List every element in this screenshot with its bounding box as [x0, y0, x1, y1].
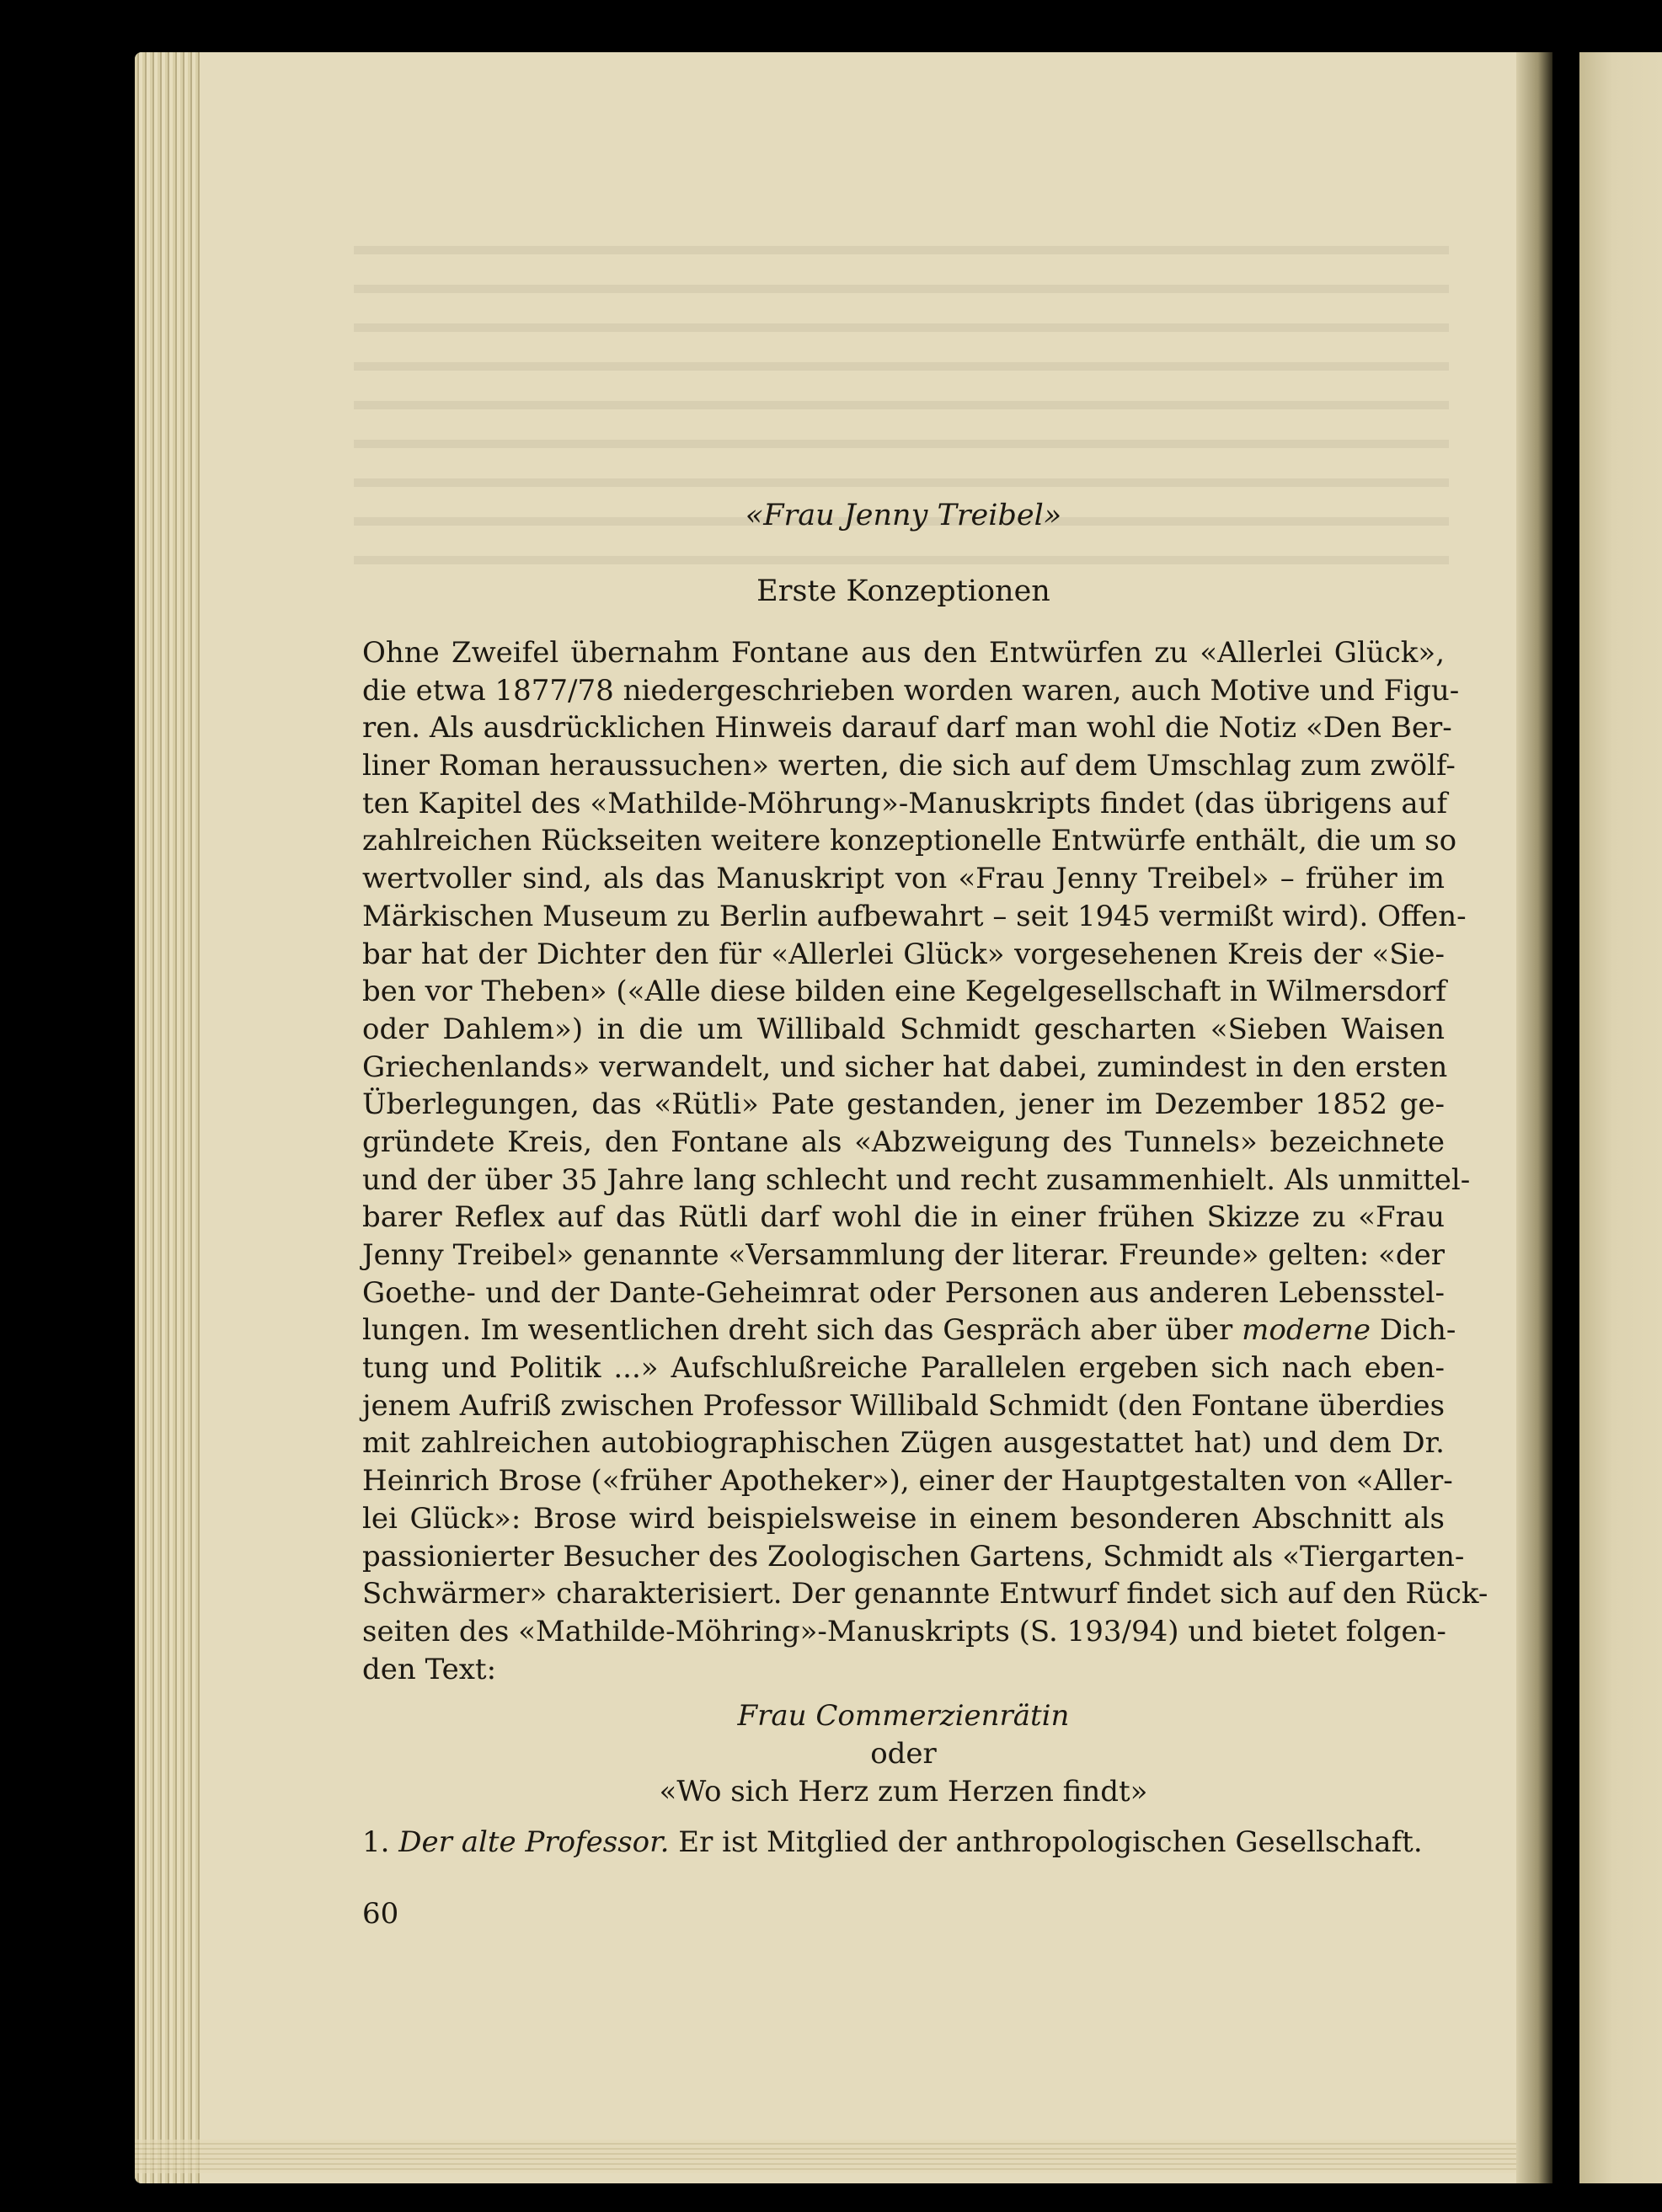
body-line: den Text:	[362, 1652, 497, 1686]
body-line: Ohne Zweifel übernahm Fontane aus den Entwürfen zu «Allerlei Glück»,	[362, 636, 1445, 670]
chapter-heading: Erste Konzeptionen	[756, 574, 1050, 608]
numbered-item	[362, 1824, 1445, 1861]
book-title: «Frau Jenny Treibel»	[745, 499, 1062, 532]
body-line: Jenny Treibel» genannte «Versammlung der literar. Freunde» gelten: «der	[362, 1238, 1445, 1272]
binding-gutter	[1516, 52, 1552, 2183]
body-line: wertvoller sind, als das Manuskript von «Frau Jenny Treibel» – früher im	[362, 862, 1445, 896]
page-edges-left	[135, 52, 200, 2183]
body-line: bar hat der Dichter den für «Allerlei Glück» vorgesehenen Kreis der «Sie-	[362, 937, 1445, 971]
body-line: passionierter Besucher des Zoologischen Gartens, Schmidt als «Tiergarten-	[362, 1539, 1465, 1574]
body-line: oder Dahlem») in die um Willibald Schmidt gescharten «Sieben Waisen	[362, 1012, 1445, 1046]
emphasis-word: moderne	[1242, 1313, 1371, 1348]
body-line: barer Reflex auf das Rütli darf wohl die in einer frühen Skizze zu «Frau	[362, 1200, 1445, 1235]
body-line: seiten des «Mathilde-Möhring»-Manuskripts (S. 193/94) und bietet folgen-	[362, 1614, 1446, 1648]
body-line: Märkischen Museum zu Berlin aufbewahrt – seit 1945 vermißt wird). Offen-	[362, 899, 1467, 933]
body-line: zahlreichen Rückseiten weitere konzeptionelle Entwürfe enthält, die um so	[362, 824, 1457, 858]
body-line: Überlegungen, das «Rütli» Pate gestanden, jener im Dezember 1852 ge-	[362, 1087, 1445, 1122]
body-line: Goethe- und der Dante-Geheimrat oder Personen aus anderen Lebensstel-	[362, 1275, 1445, 1310]
body-line: Griechenlands» verwandelt, und sicher hat dabei, zumindest in den ersten	[362, 1050, 1448, 1084]
binding-gap	[1552, 25, 1579, 2212]
page-number: 60	[362, 1897, 399, 1931]
body-line: und der über 35 Jahre lang schlecht und recht zusammenhielt. Als unmittel-	[362, 1162, 1471, 1197]
item-heading: Der alte Professor.	[398, 1825, 670, 1859]
entry-title: Frau Commerzienrätin	[737, 1699, 1070, 1733]
body-line: lei Glück»: Brose wird beispielsweise in einem besonderen Abschnitt als	[362, 1501, 1445, 1536]
body-line-text: lungen. Im wesentlichen dreht sich das Gespräch aber über	[362, 1313, 1233, 1348]
body-line: die etwa 1877/78 niedergeschrieben worden waren, auch Motive und Figu-	[362, 673, 1460, 708]
item-text: Er ist Mitglied der anthropologischen Gesellschaft.	[678, 1825, 1423, 1859]
body-line: liner Roman heraussuchen» werten, die sich auf dem Umschlag zum zwölf-	[362, 749, 1456, 783]
body-line: Schwärmer» charakterisiert. Der genannte Entwurf findet sich auf den Rück-	[362, 1577, 1488, 1611]
facing-page-edge	[1579, 52, 1662, 2183]
page-edges-bottom	[135, 2140, 1552, 2173]
body-line-emphasis	[362, 1312, 1456, 1349]
body-line: jenem Aufriß zwischen Professor Willibald Schmidt (den Fontane überdies	[362, 1388, 1446, 1423]
body-line: Heinrich Brose («früher Apotheker»), einer der Hauptgestalten von «Aller-	[362, 1464, 1453, 1499]
body-line: ren. Als ausdrücklichen Hinweis darauf darf man wohl die Notiz «Den Ber-	[362, 711, 1452, 745]
entry-subtitle: «Wo sich Herz zum Herzen findt»	[659, 1775, 1148, 1809]
body-line: gründete Kreis, den Fontane als «Abzweigung des Tunnels» bezeichnete	[362, 1125, 1445, 1159]
body-line: mit zahlreichen autobiographischen Zügen ausgestattet hat) und dem Dr.	[362, 1426, 1445, 1461]
body-paragraph	[362, 634, 1488, 1688]
body-line: ten Kapitel des «Mathilde-Möhrung»-Manuskripts findet (das übrigens auf	[362, 786, 1448, 820]
emphasis-tail: Dich-	[1379, 1313, 1456, 1348]
body-line: tung und Politik ...» Aufschlußreiche Parallelen ergeben sich nach eben-	[362, 1351, 1445, 1386]
item-number: 1.	[362, 1825, 390, 1859]
body-line: ben vor Theben» («Alle diese bilden eine Kegelgesellschaft in Wilmersdorf	[362, 975, 1446, 1009]
entry-or: oder	[870, 1737, 937, 1771]
